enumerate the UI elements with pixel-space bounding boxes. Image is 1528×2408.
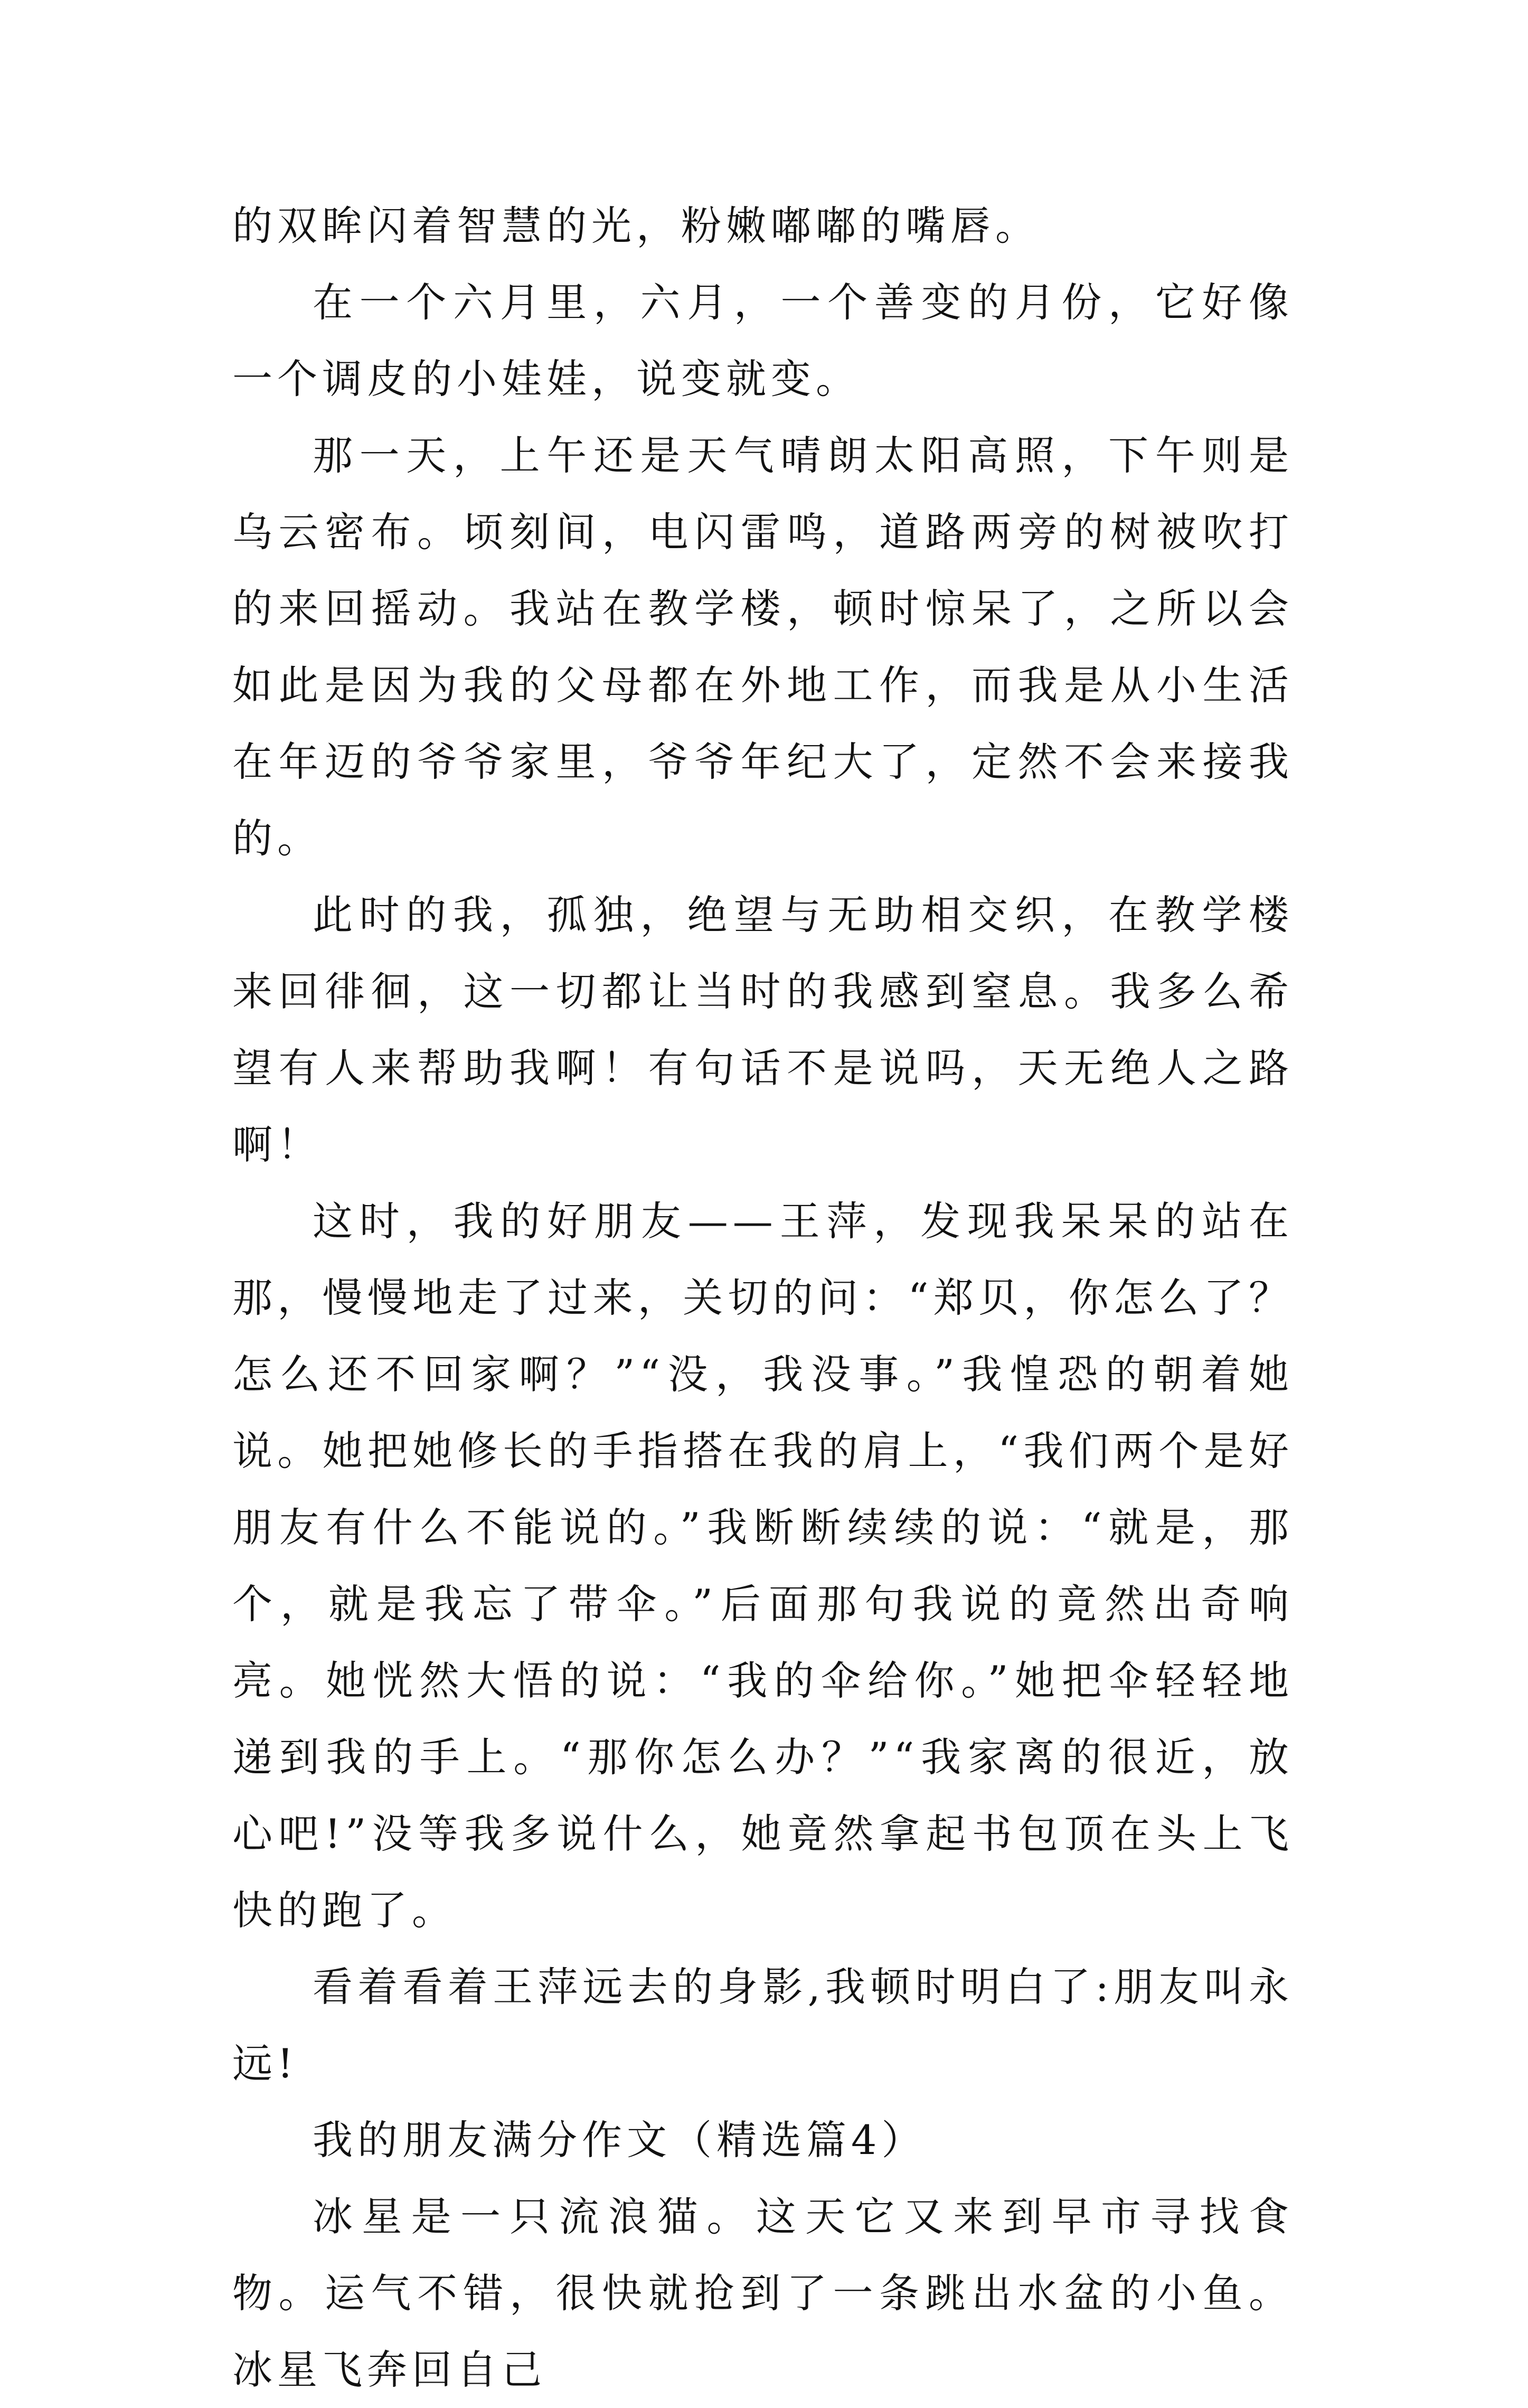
- paragraph-4: 此时的我，孤独，绝望与无助相交织，在教学楼来回徘徊，这一切都让当时的我感到窒息。我多么希望有人来帮助我啊！有句话不是说吗，天无绝人之路啊！: [232, 891, 1294, 1168]
- document-body: [232, 187, 1294, 2408]
- paragraph-2: 在一个六月里，六月，一个善变的月份，它好像一个调皮的小娃娃，说变就变。: [232, 279, 1294, 402]
- paragraph-3: 那一天，上午还是天气晴朗太阳高照，下午则是乌云密布。顷刻间，电闪雷鸣，道路两旁的树被吹打的来回摇动。我站在教学楼，顿时惊呆了，之所以会如此是因为我的父母都在外地工作，而我是从小生活在年迈的爷爷家里，爷爷年纪大了，定然不会来接我的。: [232, 432, 1294, 862]
- paragraph-1: 的双眸闪着智慧的光，粉嫩嘟嘟的嘴唇。: [232, 202, 1040, 249]
- section-heading: 我的朋友满分作文（精选篇4）: [313, 2117, 927, 2164]
- paragraph-5: 这时，我的好朋友——王萍，发现我呆呆的站在那，慢慢地走了过来，关切的问：“郑贝，你怎么了？怎么还不回家啊？”“没，我没事。”我惶恐的朝着她说。她把她修长的手指搭在我的肩上，“我们两个是好朋友有什么不能说的。”我断断续续的说：“就是，那个，就是我忘了带伞。”后面那句我说的竟然出奇响亮。她恍然大悟的说：“我的伞给你。”她把伞轻轻地递到我的手上。“那你怎么办？”“我家离的很近，放心吧!”没等我多说什么，她竟然拿起书包顶在头上飞快的跑了。: [232, 1198, 1294, 1934]
- paragraph-7: 冰星是一只流浪猫。这天它又来到早市寻找食物。运气不错，很快就抢到了一条跳出水盆的小鱼。冰星飞奔回自己: [232, 2193, 1294, 2393]
- paragraph-6: 看着看着王萍远去的身影,我顿时明白了:朋友叫永远!: [232, 1963, 1294, 2087]
